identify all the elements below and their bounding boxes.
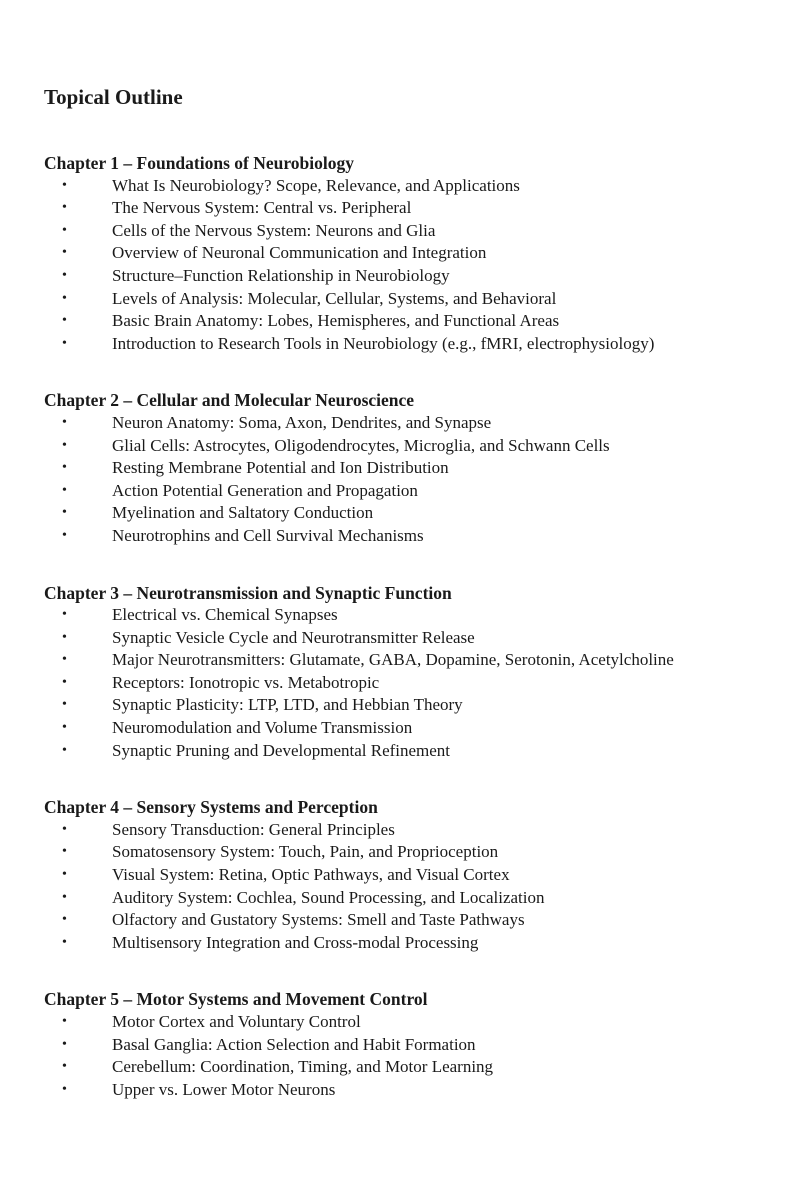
list-item <box>44 1011 754 1034</box>
topic-text: Motor Cortex and Voluntary Control <box>112 1012 361 1031</box>
topic-text: Upper vs. Lower Motor Neurons <box>112 1079 336 1099</box>
topic-list <box>44 1011 754 1101</box>
bullet-icon: • <box>62 1081 67 1097</box>
chapter-list <box>44 152 754 1101</box>
list-item <box>44 604 754 627</box>
bullet-icon: • <box>62 245 67 261</box>
list-item <box>44 333 754 356</box>
list-item <box>44 932 754 955</box>
chapter-heading: Chapter 3 – Neurotransmission and Synaptic Function <box>44 582 452 603</box>
topic-text: Basal Ganglia: Action Selection and Habit Formation <box>112 1034 476 1054</box>
list-item <box>44 265 754 288</box>
list-item <box>44 672 754 695</box>
topic-text: Electrical vs. Chemical Synapses <box>112 605 338 625</box>
bullet-icon: • <box>62 912 67 928</box>
topic-text: Glial Cells: Astrocytes, Oligodendrocytes, Microglia, and Schwann Cells <box>112 435 610 455</box>
topic-text: Neurotrophins and Cell Survival Mechanisms <box>112 525 424 545</box>
list-item <box>44 502 754 525</box>
bullet-icon: • <box>62 1059 67 1075</box>
topic-text: Multisensory Integration and Cross-modal Processing <box>112 932 479 952</box>
topic-text: Auditory System: Cochlea, Sound Processing, and Localization <box>112 887 545 907</box>
topic-text: Levels of Analysis: Molecular, Cellular, Systems, and Behavioral <box>112 288 557 308</box>
topic-list <box>44 175 754 356</box>
topic-text: Synaptic Pruning and Developmental Refinement <box>112 740 451 760</box>
list-item <box>44 1056 754 1079</box>
list-item <box>44 841 754 864</box>
bullet-icon: • <box>62 527 67 543</box>
chapter-section <box>44 582 754 763</box>
list-item <box>44 525 754 548</box>
topic-text: Myelination and Saltatory Conduction <box>112 503 374 523</box>
bullet-icon: • <box>62 652 67 668</box>
page-title: Topical Outline <box>44 85 183 109</box>
topic-text: Synaptic Vesicle Cycle and Neurotransmitter Release <box>112 627 475 647</box>
bullet-icon: • <box>62 335 67 351</box>
chapter-heading: Chapter 2 – Cellular and Molecular Neuroscience <box>44 390 415 411</box>
topic-text: Overview of Neuronal Communication and Integration <box>112 243 487 263</box>
bullet-icon: • <box>62 934 67 950</box>
topic-text: Visual System: Retina, Optic Pathways, and Visual Cortex <box>112 865 510 885</box>
chapter-section <box>44 796 754 954</box>
bullet-icon: • <box>62 200 67 216</box>
topic-list <box>44 604 754 762</box>
bullet-icon: • <box>62 313 67 329</box>
topic-text: Major Neurotransmitters: Glutamate, GABA, Dopamine, Serotonin, Acetylcholine <box>112 650 674 670</box>
bullet-icon: • <box>62 742 67 758</box>
topic-text: Resting Membrane Potential and Ion Distribution <box>112 458 449 478</box>
list-item <box>44 220 754 243</box>
bullet-icon: • <box>62 629 67 645</box>
list-item <box>44 1034 754 1057</box>
bullet-icon: • <box>62 505 67 521</box>
topic-text: Cerebellum: Coordination, Timing, and Motor Learning <box>112 1057 494 1077</box>
list-item <box>44 310 754 333</box>
topic-text: Action Potential Generation and Propagation <box>112 480 418 500</box>
list-item <box>44 288 754 311</box>
topic-text: Cells of the Nervous System: Neurons and Glia <box>112 220 436 240</box>
chapter-section <box>44 389 754 547</box>
list-item <box>44 242 754 265</box>
topic-text: What Is Neurobiology? Scope, Relevance, and Applications <box>112 175 520 195</box>
bullet-icon: • <box>62 414 67 430</box>
bullet-icon: • <box>62 267 67 283</box>
topic-text: Somatosensory System: Touch, Pain, and Proprioception <box>112 842 499 862</box>
bullet-icon: • <box>62 222 67 238</box>
chapter-heading: Chapter 1 – Foundations of Neurobiology <box>44 153 355 173</box>
bullet-icon: • <box>62 867 67 883</box>
bullet-icon: • <box>62 482 67 498</box>
topic-text: The Nervous System: Central vs. Peripheral <box>112 198 412 218</box>
list-item <box>44 909 754 932</box>
list-item <box>44 887 754 910</box>
topic-text: Sensory Transduction: General Principles <box>112 819 395 839</box>
bullet-icon: • <box>62 844 67 860</box>
list-item <box>44 864 754 887</box>
bullet-icon: • <box>62 720 67 736</box>
bullet-icon: • <box>62 821 67 837</box>
bullet-icon: • <box>62 607 67 623</box>
chapter-heading: Chapter 4 – Sensory Systems and Perception <box>44 797 378 818</box>
bullet-icon: • <box>62 674 67 690</box>
chapter-section <box>44 988 754 1101</box>
bullet-icon: • <box>62 1014 67 1029</box>
topic-text: Introduction to Research Tools in Neurobiology (e.g., fMRI, electrophysiology) <box>112 333 655 353</box>
list-item <box>44 1079 754 1102</box>
bullet-icon: • <box>62 889 67 905</box>
topic-text: Neuron Anatomy: Soma, Axon, Dendrites, and Synapse <box>112 412 492 432</box>
list-item <box>44 197 754 220</box>
bullet-icon: • <box>62 460 67 476</box>
bullet-icon: • <box>62 290 67 306</box>
topic-list <box>44 819 754 955</box>
list-item <box>44 435 754 458</box>
list-item <box>44 694 754 717</box>
list-item <box>44 480 754 503</box>
bullet-icon: • <box>62 697 67 713</box>
list-item <box>44 717 754 740</box>
topic-text: Neuromodulation and Volume Transmission <box>112 718 413 738</box>
chapter-section <box>44 152 754 355</box>
list-item <box>44 412 754 435</box>
bullet-icon: • <box>62 1036 67 1052</box>
list-item <box>44 819 754 842</box>
list-item <box>44 627 754 650</box>
bullet-icon: • <box>62 177 67 193</box>
chapter-heading: Chapter 5 – Motor Systems and Movement Control <box>44 989 428 1010</box>
list-item <box>44 740 754 763</box>
list-item <box>44 175 754 198</box>
list-item <box>44 457 754 480</box>
list-item <box>44 649 754 672</box>
topic-text: Olfactory and Gustatory Systems: Smell and Taste Pathways <box>112 910 525 930</box>
bullet-icon: • <box>62 437 67 453</box>
topic-text: Synaptic Plasticity: LTP, LTD, and Hebbian Theory <box>112 695 463 715</box>
topic-text: Basic Brain Anatomy: Lobes, Hemispheres, and Functional Areas <box>112 311 560 331</box>
topic-text: Receptors: Ionotropic vs. Metabotropic <box>112 672 380 692</box>
topic-text: Structure–Function Relationship in Neurobiology <box>112 265 450 285</box>
topic-list <box>44 412 754 548</box>
